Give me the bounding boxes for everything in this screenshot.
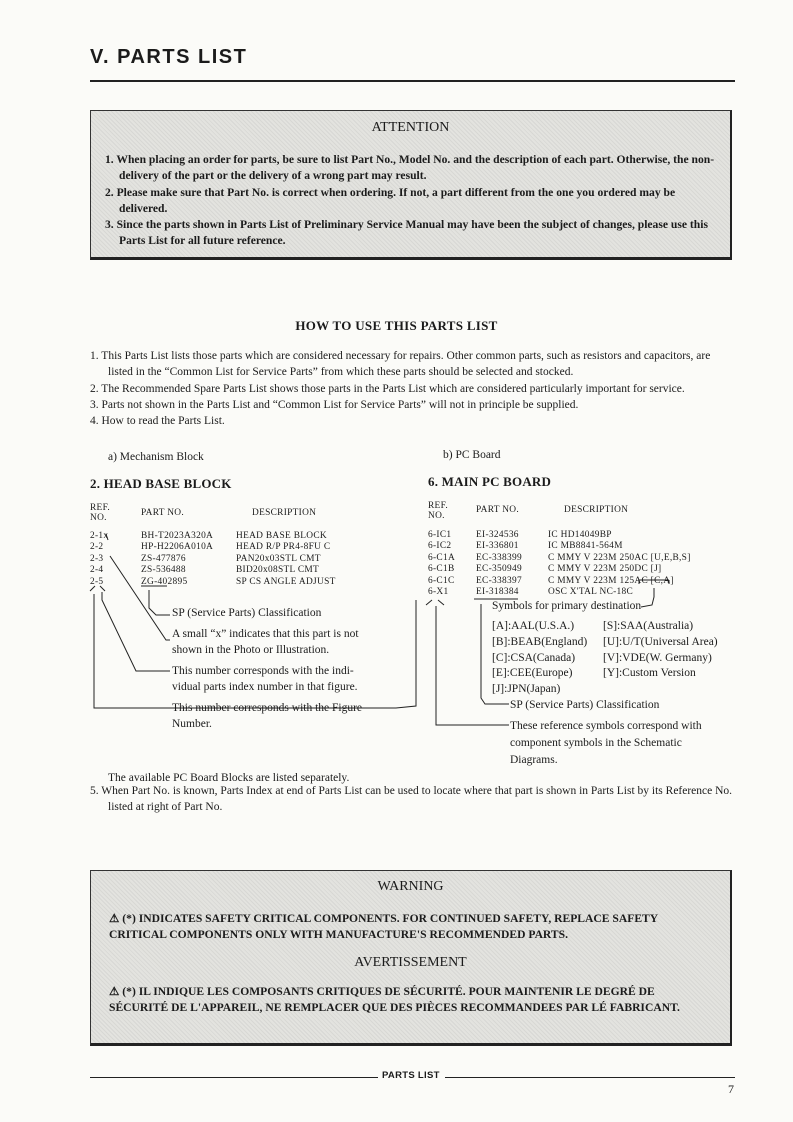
- avertissement-heading: AVERTISSEMENT: [354, 955, 467, 970]
- table-cell-part: EC-350949: [476, 564, 522, 575]
- note-sp: SP (Service Parts) Classification: [172, 607, 322, 619]
- note-destination-symbols: Symbols for primary destination: [492, 600, 642, 612]
- arrow-marks: [426, 600, 444, 605]
- destination-row: [E]:CEE(Europe) [Y]:Custom Version: [492, 667, 696, 680]
- table-cell-ref: 2-4: [90, 565, 104, 576]
- table-cell-part: HP-H2206A010A: [141, 542, 214, 553]
- table-cell-desc: C MMY V 223M 250DC [J]: [548, 564, 662, 575]
- table-cell-desc: C MMY V 223M 125AC [C,A]: [548, 575, 674, 586]
- table-cell-part: EI-318384: [476, 587, 519, 598]
- table-cell-part: EC-338397: [476, 575, 522, 586]
- how-to-step: 1. This Parts List lists those parts which are considered necessary for repairs. Other common parts, such as resistors and capacitors, are listed in the “Common List for Service Parts” from which these parts should be selected and stocked.: [90, 350, 711, 379]
- how-to-step: 2. The Recommended Spare Parts List shows those parts in the Parts List which are considered particularly important for service.: [90, 382, 685, 395]
- table-cell-desc: SP CS ANGLE ADJUST: [236, 576, 336, 587]
- destination-row: [B]:BEAB(England) [U]:U/T(Universal Area): [492, 635, 718, 648]
- example-a-label: a) Mechanism Block: [108, 451, 204, 463]
- bracket-destination: [639, 580, 669, 584]
- note-x-1: A small “x” indicates that this part is not: [172, 628, 359, 640]
- warning-triangle-icon: ⚠ (*): [109, 912, 136, 925]
- note-figure-1: This number corresponds with the Figure: [172, 702, 363, 714]
- footer-rule-left: [90, 1077, 378, 1078]
- note-index-1: This number corresponds with the indi-: [172, 665, 354, 677]
- head-base-part-header: PART NO.: [141, 508, 184, 518]
- attention-list: [91, 152, 730, 250]
- title-rule: [90, 80, 735, 82]
- attention-item: 1. When placing an order for parts, be sure to list Part No., Model No. and the description of each part. Otherwise, the non-delivery of the part or the delivery of a wrong part may result.: [105, 153, 715, 183]
- table-cell-ref: 6-IC1: [428, 530, 452, 540]
- page-number: 7: [728, 1082, 734, 1096]
- table-cell-part: BH-T2023A320A: [141, 531, 214, 541]
- footer-label: PARTS LIST: [382, 1070, 440, 1081]
- leader-symbols: [641, 588, 654, 607]
- avertissement-text: IL INDIQUE LES COMPOSANTS CRITIQUES DE SÉCURITÉ. POUR MAINTENIR LE DEGRÉ DE SÉCURITÉ DE L'APPAREIL, NE REMPLACER QUE DES PIÈCES RECOMMANDEES PAR LÉ FABRICANT.: [109, 985, 680, 1014]
- table-cell-desc: PAN20x03STL CMT: [236, 553, 321, 564]
- note-sp: SP (Service Parts) Classification: [510, 699, 660, 711]
- table-cell-ref: 6-X1: [428, 587, 449, 598]
- main-pc-part-header: PART NO.: [476, 505, 519, 515]
- how-to-steps: [90, 348, 738, 429]
- example-b-label: b) PC Board: [443, 449, 501, 461]
- warning-text: INDICATES SAFETY CRITICAL COMPONENTS. FOR CONTINUED SAFETY, REPLACE SAFETY CRITICAL COMPONENTS ONLY WITH MANUFACTURE'S RECOMMENDED PARTS.: [109, 912, 658, 941]
- warning-text-fr: [91, 984, 730, 1015]
- note-index-2: vidual parts index number in that figure.: [172, 681, 358, 693]
- note-reference-3: Diagrams.: [510, 754, 558, 766]
- note-pc-boards: The available PC Board Blocks are listed separately.: [108, 772, 350, 784]
- pointer-tick: [106, 534, 108, 540]
- how-to-step-5: 5. When Part No. is known, Parts Index at end of Parts List can be used to locate where that part is shown in Parts List by its Reference No. listed at right of Part No.: [90, 785, 733, 814]
- table-cell-ref: 6-C1B: [428, 564, 455, 575]
- head-base-desc-header: DESCRIPTION: [252, 508, 317, 518]
- warning-text-en: [91, 911, 730, 942]
- note-x-2: shown in the Photo or Illustration.: [172, 644, 330, 656]
- attention-item: 3. Since the parts shown in Parts List of Preliminary Service Manual may have been the subject of changes, please use this Parts List for all future reference.: [105, 218, 708, 248]
- main-pc-desc-header: DESCRIPTION: [564, 505, 629, 515]
- destination-row: [A]:AAL(U.S.A.) [S]:SAA(Australia): [492, 620, 694, 632]
- table-cell-part: EI-324536: [476, 530, 519, 540]
- table-cell-desc: IC HD14049BP: [548, 530, 612, 540]
- table-cell-part: ZS-536488: [141, 565, 186, 576]
- how-to-step: 4. How to read the Parts List.: [90, 415, 225, 428]
- section-title: V. PARTS LIST: [90, 46, 248, 68]
- head-base-title: 2. HEAD BASE BLOCK: [90, 476, 232, 491]
- table-cell-part: EI-336801: [476, 541, 519, 552]
- table-cell-part: EC-338399: [476, 552, 522, 563]
- note-reference-2: component symbols in the Schematic: [510, 737, 682, 749]
- table-cell-desc: BID20x08STL CMT: [236, 565, 320, 576]
- footer-rule-right: [445, 1077, 735, 1078]
- how-to-title: HOW TO USE THIS PARTS LIST: [295, 318, 498, 333]
- warning-heading: WARNING: [377, 879, 444, 894]
- arrow-marks: [90, 586, 105, 591]
- destination-row: [J]:JPN(Japan): [492, 683, 561, 696]
- table-cell-desc: IC MB8841-564M: [548, 541, 623, 552]
- attention-heading: ATTENTION: [371, 120, 450, 135]
- main-pc-ref-header: REF. NO.: [428, 501, 448, 521]
- table-cell-ref: 2-5: [90, 576, 104, 587]
- table-cell-ref: 2-2: [90, 542, 104, 553]
- table-cell-desc: OSC X'TAL NC-18C: [548, 587, 634, 598]
- main-pc-title: 6. MAIN PC BOARD: [428, 474, 552, 489]
- table-cell-ref: 6-IC2: [428, 541, 452, 552]
- destination-list: [492, 619, 718, 698]
- table-cell-ref: 2-1x: [90, 531, 109, 541]
- table-cell-part: ZS-477876: [141, 553, 186, 564]
- leader-sp: [149, 590, 170, 615]
- table-cell-desc: HEAD BASE BLOCK: [236, 531, 327, 541]
- table-cell-desc: C MMY V 223M 250AC [U,E,B,S]: [548, 552, 691, 563]
- head-base-ref-header: REF. NO.: [90, 503, 110, 523]
- warning-box: [90, 870, 732, 1046]
- table-cell-desc: HEAD R/P PR4-8FU C: [236, 542, 331, 553]
- table-cell-ref: 6-C1C: [428, 575, 455, 586]
- warning-triangle-icon: ⚠ (*): [109, 985, 136, 998]
- note-reference-1: These reference symbols correspond with: [510, 720, 702, 732]
- how-to-step: 3. Parts not shown in the Parts List and “Common List for Service Parts” will not in principle be supplied.: [90, 398, 579, 411]
- attention-item: 2. Please make sure that Part No. is correct when ordering. If not, a part different from the one you ordered may be delivered.: [105, 185, 676, 215]
- attention-box: [90, 110, 732, 260]
- table-cell-ref: 6-C1A: [428, 552, 456, 563]
- table-cell-ref: 2-3: [90, 553, 104, 564]
- note-figure-2: Number.: [172, 718, 212, 730]
- leader-x: [110, 556, 170, 640]
- table-cell-part: ZG-402895: [141, 576, 188, 587]
- destination-row: [C]:CSA(Canada) [V]:VDE(W. Germany): [492, 651, 712, 664]
